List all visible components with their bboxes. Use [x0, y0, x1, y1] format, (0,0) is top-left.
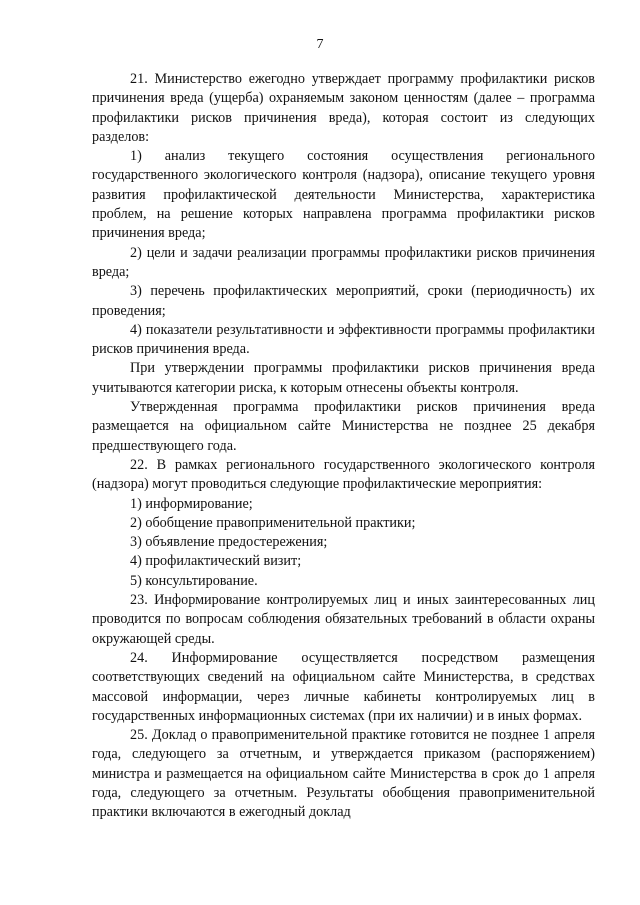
- list-item-21-3: 3) перечень профилактических мероприятий, сроки (периодичность) их проведения;: [92, 283, 595, 319]
- paragraph-21: 21. Министерство ежегодно утверждает программу профилактики рисков причинения вреда (ущерба) охраняемым законом ценностям (далее – программа профилактики рисков причинения вреда), которая состоит из следующих разделов:: [92, 71, 595, 145]
- list-item-22-4: 4) профилактический визит;: [130, 553, 302, 570]
- list-item-21-4: 4) показатели результативности и эффективности программы профилактики рисков причинения вреда.: [92, 321, 595, 358]
- paragraph-risk-categories: При утверждении программы профилактики рисков причинения вреда учитываются категории риска, к которым отнесены объекты контроля.: [92, 360, 595, 396]
- list-item-22-5: 5) консультирование.: [130, 572, 258, 589]
- paragraph-23: 23. Информирование контролируемых лиц и иных заинтересованных лиц проводится по вопросам соблюдения обязательных требований в области охраны окружающей среды.: [92, 592, 595, 647]
- list-item-22-1: 1) информирование;: [130, 495, 253, 512]
- paragraph-22: 22. В рамках регионального государственного экологического контроля (надзора) могут проводиться следующие профилактические мероприятия:: [92, 456, 595, 493]
- paragraph-24: 24. Информирование осуществляется посредством размещения соответствующих сведений на официальном сайте Министерства, в средствах массовой информации, через личные кабинеты контролируемых лиц в государственных информационных системах (при их наличии) и в иных формах.: [92, 649, 595, 724]
- document-body: [92, 70, 595, 823]
- list-item-22-3: 3) объявление предостережения;: [130, 534, 328, 551]
- list-item-21-1: 1) анализ текущего состояния осуществления регионального государственного экологического контроля (надзора), описание текущего уровня развития профилактической деятельности Министерства, характеристика проблем, на решение которых направлена программа профилактики рисков причинения вреда;: [92, 148, 595, 242]
- paragraph-25: 25. Доклад о правоприменительной практике готовится не позднее 1 апреля года, следующего за отчетным, и утверждается приказом (распоряжением) министра и размещается на официальном сайте Министерства в срок до 1 апреля года, следующего за отчетным. Результаты обобщения правоприменительной практики включаются в ежегодный доклад: [92, 727, 595, 821]
- paragraph-program-publication: Утвержденная программа профилактики рисков причинения вреда размещается на официальном сайте Министерства не позднее 25 декабря предшествующего года.: [92, 399, 595, 454]
- list-item-21-2: 2) цели и задачи реализации программы профилактики рисков причинения вреда;: [92, 244, 595, 280]
- page-number: 7: [316, 37, 324, 52]
- list-item-22-2: 2) обобщение правоприменительной практики;: [130, 514, 416, 531]
